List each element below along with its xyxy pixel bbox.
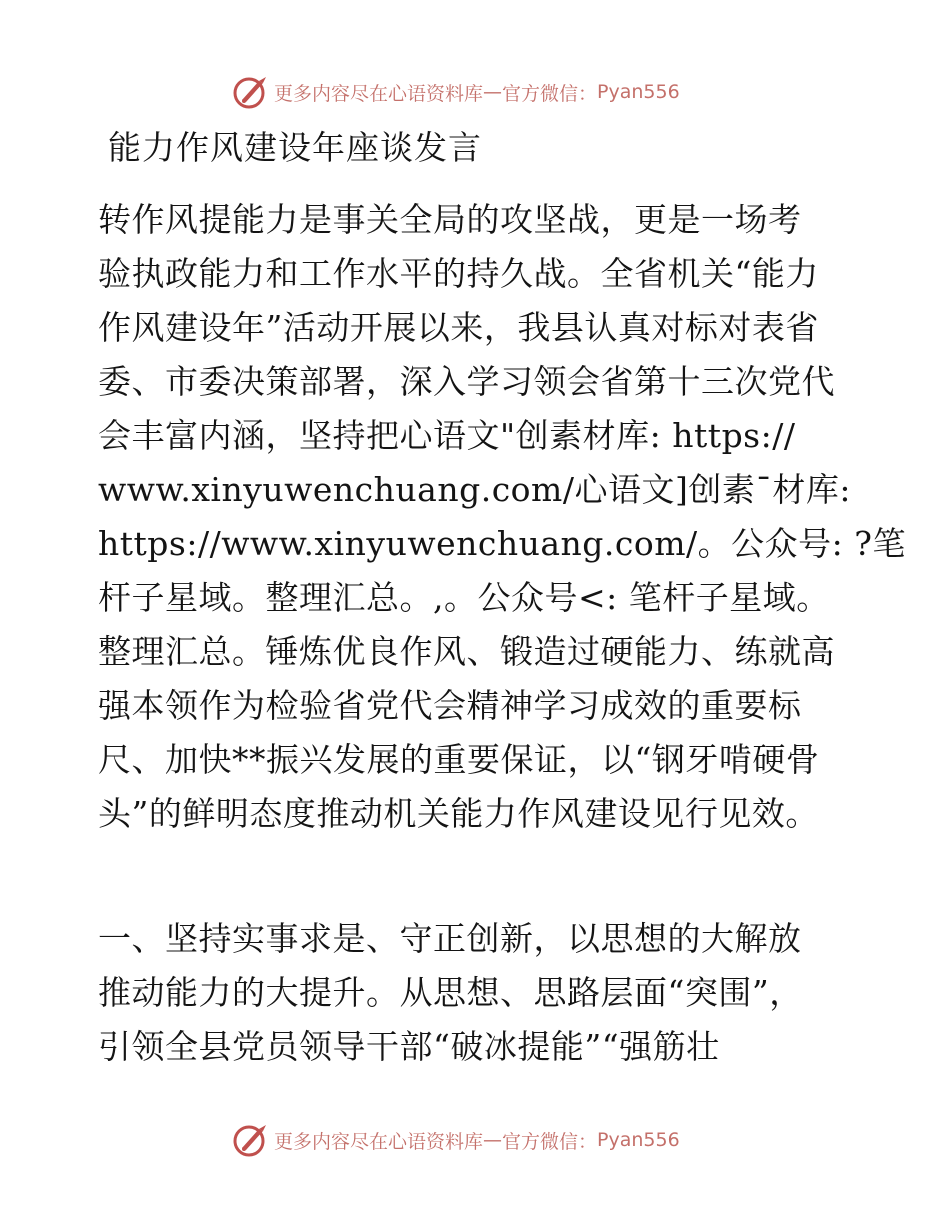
watermark-site-text: 更多内容尽在心语资料库	[274, 1130, 484, 1153]
watermark-wechat-id: Pyan556	[597, 81, 680, 103]
watermark-wechat-id: Pyan556	[597, 1129, 680, 1151]
text-line: www.xinyuwenchuang.com/心语文]创素¯材库:	[98, 470, 851, 509]
text-line: 验执政能力和工作水平的持久战。全省机关“能力	[98, 254, 819, 293]
quill-logo-icon	[232, 74, 270, 110]
text-line: 尺、加快**振兴发展的重要保证，以“钢牙啃硬骨	[98, 740, 820, 779]
text-line: 推动能力的大提升。从思想、思路层面“突围”，	[98, 973, 803, 1012]
paragraph-intro	[98, 193, 906, 841]
quill-logo-icon	[232, 1122, 270, 1158]
text-line: 强本领作为检验省党代会精神学习成效的重要标	[98, 686, 802, 725]
watermark-separator: —	[483, 1129, 503, 1151]
watermark-site-text: 更多内容尽在心语资料库	[274, 82, 484, 105]
watermark-banner-top	[232, 72, 680, 112]
text-line: 引领全县党员领导干部“破冰提能”“强筋壮	[98, 1027, 720, 1066]
text-line: 委、市委决策部署，深入学习领会省第十三次党代	[98, 362, 835, 401]
text-line: 会丰富内涵，坚持把心语文"创素材库: https://	[98, 416, 796, 455]
text-line: https://www.xinyuwenchuang.com/。公众号: ?笔	[98, 524, 906, 563]
watermark-banner-bottom	[232, 1120, 680, 1160]
text-line: 整理汇总。锤炼优良作风、锻造过硬能力、练就高	[98, 632, 835, 671]
text-line: 一、坚持实事求是、守正创新，以思想的大解放	[98, 919, 802, 958]
paragraph-section-one	[98, 912, 858, 1074]
text-line: 作风建设年”活动开展以来，我县认真对标对表省	[98, 308, 819, 347]
watermark-official-text: 官方微信：	[502, 82, 598, 105]
document-title: 能力作风建设年座谈发言	[108, 128, 482, 167]
watermark-separator: —	[483, 81, 503, 103]
text-line: 杆子星域。整理汇总。,。公众号<: 笔杆子星域。	[98, 578, 830, 617]
text-line: 头”的鲜明态度推动机关能力作风建设见行见效。	[98, 794, 819, 833]
watermark-official-text: 官方微信：	[502, 1130, 598, 1153]
text-line: 转作风提能力是事关全局的攻坚战，更是一场考	[98, 200, 802, 239]
